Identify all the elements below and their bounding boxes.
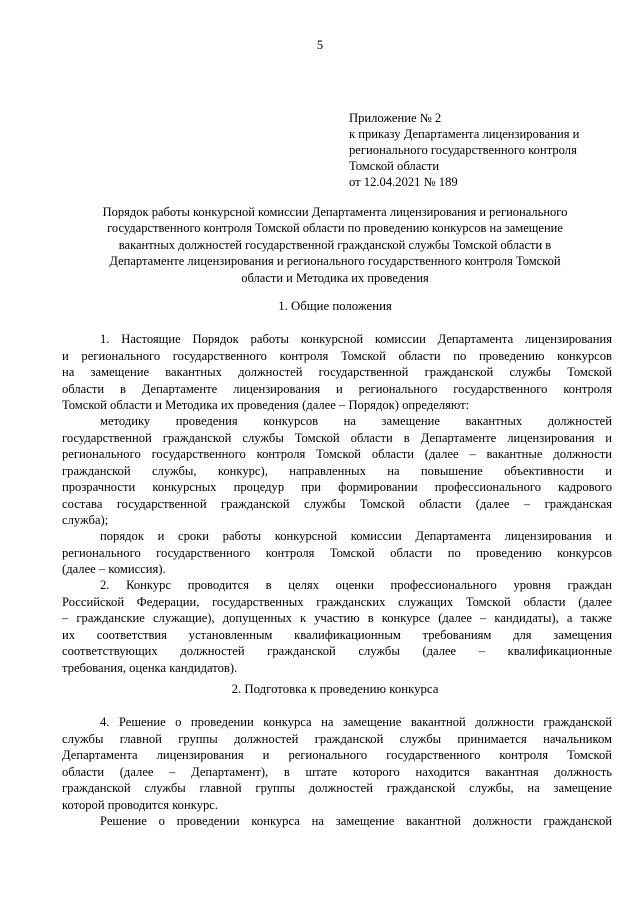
text-line: прозрачности конкурсных процедур при формировании профессионального кадрового [62,480,612,494]
appendix-line: Томской области [349,159,440,173]
text-line: методику проведения конкурсов на замещение вакантных должностей [100,414,612,428]
text-line: которой проводится конкурс. [62,797,218,812]
text-line: на замещение вакантных должностей государственной гражданской службы Томской [62,365,612,379]
section-2-paragraph-1 [62,714,612,813]
appendix-block [349,110,619,190]
text-line: службы главной группы должностей гражданской службы принимается начальником [62,731,612,746]
text-line: 2. Конкурс проводится в целях оценки профессионального уровня граждан [100,578,612,592]
section-1-paragraph-1 [62,331,612,414]
text-line: 1. Настоящие Порядок работы конкурсной комиссии Департамента лицензирования [100,332,612,346]
text-line: 4. Решение о проведении конкурса на замещение вакантной должности гражданской [100,715,612,729]
appendix-line: Приложение № 2 [349,111,442,125]
text-line: (далее – комиссия). [62,562,166,576]
title-line: государственного контроля Томской области по проведению конкурсов на замещение [107,221,563,236]
text-line: государственной гражданской службы Томской области в Департаменте лицензирования и [62,430,612,445]
title-line: области и Методика их проведения [241,270,429,285]
section-1-heading: 1. Общие положения [278,299,392,313]
text-line: – гражданские служащие), допущенных к участию в конкурсе (далее – кандидаты), а также [62,611,612,625]
text-line: Томской области и Методика их проведения (далее – Порядок) определяют: [62,398,470,412]
page-number: 5 [316,38,324,52]
text-line: регионального государственного контроля Томской области (далее – вакантные должности [62,447,612,461]
text-line: состава государственной гражданской службы Томской области (далее – гражданская [62,496,612,511]
title-line: вакантных должностей государственной гражданской службы Томской области в [118,237,552,252]
text-line: области в Департаменте лицензирования и регионального государственного контроля [62,381,612,396]
section-2-heading: 2. Подготовка к проведению конкурса [231,682,439,696]
text-line: порядок и сроки работы конкурсной комиссии Департамента лицензирования и [100,529,612,543]
section-2-paragraph-2 [62,813,612,830]
appendix-line: от 12.04.2021 № 189 [349,175,458,189]
text-line: регионального государственного контроля Томской области по проведению конкурсов [62,545,612,560]
appendix-line: регионального государственного контроля [349,143,577,157]
text-line: соответствующих должностей гражданской службы (далее – квалификационные [62,644,612,658]
text-line: служба); [62,513,109,527]
section-1-paragraph-3 [62,528,612,578]
text-line: требования, оценка кандидатов). [62,660,238,675]
section-1-paragraph-4 [62,577,612,676]
text-line: Российской Федерации, государственных гражданских служащих Томской области (далее [62,594,612,609]
text-line: гражданской службы, конкурс), направленных на повышение объективности и [62,463,612,478]
text-line: и регионального государственного контроля Томской области по проведению конкурсов [62,348,612,363]
text-line: Решение о проведении конкурса на замещение вакантной должности гражданской [100,814,612,828]
text-line: гражданской службы главной группы должностей гражданской службы, на замещение [62,781,612,795]
section-1-paragraph-2 [62,413,612,529]
appendix-line: к приказу Департамента лицензирования и [349,127,580,141]
title-line: Департаменте лицензирования и регионального государственного контроля Томской [109,254,561,269]
text-line: их соответствия установленным квалификационным требованиям для замещения [62,627,612,642]
document-title [60,204,610,286]
title-line: Порядок работы конкурсной комиссии Департамента лицензирования и регионального [102,205,568,219]
text-line: Департамента лицензирования и регионального государственного контроля Томской [62,748,612,762]
text-line: области (далее – Департамент), в штате которого находится вакантная должность [62,764,612,779]
